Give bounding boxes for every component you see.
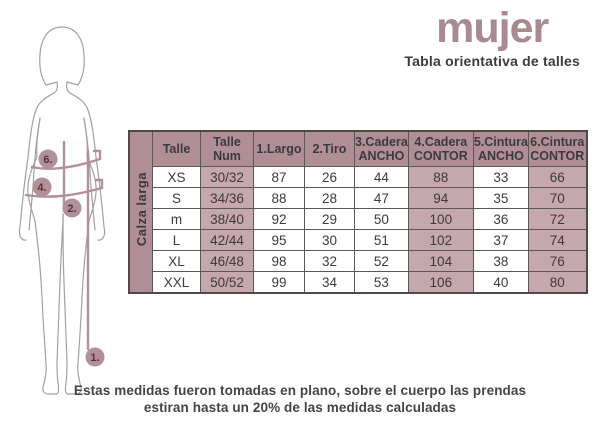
column-header-cadera-contor: [408, 131, 473, 167]
measure-marker-1: [86, 348, 105, 367]
size-table: [128, 130, 588, 294]
size-cell: 50/52: [201, 272, 254, 294]
column-header-text: ANCHO: [477, 149, 524, 163]
column-header-text: CONTOR: [530, 149, 585, 163]
size-cell: XS: [153, 167, 201, 188]
marker-label: 2.: [67, 203, 77, 215]
table-row-l: [129, 230, 587, 251]
body-silhouette-upper: [19, 27, 104, 240]
column-header-text: 3.Cadera: [355, 135, 408, 149]
column-header-text: 4.Cadera: [414, 135, 468, 149]
column-header-text: CONTOR: [413, 149, 468, 163]
size-cell: 94: [408, 188, 473, 209]
size-cell: L: [153, 230, 201, 251]
size-cell: 92: [254, 209, 305, 230]
size-cell: 30/32: [201, 167, 254, 188]
size-cell: 80: [529, 272, 587, 294]
size-cell: 33: [473, 167, 528, 188]
column-header-text: 5.Cintura: [473, 135, 528, 149]
size-cell: 102: [408, 230, 473, 251]
size-cell: 100: [408, 209, 473, 230]
size-cell: 26: [305, 167, 355, 188]
size-cell: 98: [254, 251, 305, 272]
size-cell: 66: [529, 167, 587, 188]
column-header-text: Talle: [213, 135, 241, 149]
size-cell: 46/48: [201, 251, 254, 272]
size-cell: 42/44: [201, 230, 254, 251]
page-title: mujer: [436, 4, 549, 52]
size-cell: 51: [355, 230, 409, 251]
column-header-text: ANCHO: [358, 149, 405, 163]
size-cell: 28: [305, 188, 355, 209]
size-cell: 87: [254, 167, 305, 188]
measure-marker-2: [63, 199, 82, 218]
footer-note: [0, 382, 600, 417]
column-header-text: Num: [213, 149, 241, 163]
size-cell: 36: [473, 209, 528, 230]
column-header-cadera-ancho: [355, 131, 409, 167]
size-cell: XXL: [153, 272, 201, 294]
table-header-row: [129, 131, 587, 167]
table-row-xl: [129, 251, 587, 272]
marker-label: 1.: [90, 352, 100, 364]
size-cell: 70: [529, 188, 587, 209]
column-header-text: 1.Largo: [256, 142, 302, 156]
size-cell: 72: [529, 209, 587, 230]
size-cell: 47: [355, 188, 409, 209]
column-header-cintura-ancho: [473, 131, 528, 167]
size-cell: 37: [473, 230, 528, 251]
size-cell: 30: [305, 230, 355, 251]
size-cell: 104: [408, 251, 473, 272]
size-cell: 40: [473, 272, 528, 294]
size-cell: 34: [305, 272, 355, 294]
column-header-text: 6.Cintura: [530, 135, 585, 149]
table-side-label-cell: [129, 131, 153, 293]
size-cell: 38/40: [201, 209, 254, 230]
size-cell: 74: [529, 230, 587, 251]
table-row-xs: [129, 167, 587, 188]
size-cell: 35: [473, 188, 528, 209]
column-header-tiro: [305, 131, 355, 167]
size-cell: 38: [473, 251, 528, 272]
size-cell: S: [153, 188, 201, 209]
marker-label: 4.: [37, 182, 47, 194]
column-header-largo: [254, 131, 305, 167]
column-header-cintura-contor: [529, 131, 587, 167]
measure-marker-6: [39, 150, 58, 169]
table-side-label: Calza larga: [133, 172, 149, 247]
size-cell: 76: [529, 251, 587, 272]
table-row-m: [129, 209, 587, 230]
column-header-talle: [153, 131, 201, 167]
size-cell: 95: [254, 230, 305, 251]
size-cell: XL: [153, 251, 201, 272]
size-cell: 88: [254, 188, 305, 209]
table-row-s: [129, 188, 587, 209]
table-row-xxl: [129, 272, 587, 294]
footer-note-line2: estiran hasta un 20% de las medidas calculadas: [143, 400, 457, 416]
size-cell: 53: [355, 272, 409, 294]
size-cell: m: [153, 209, 201, 230]
column-header-text: 2.Tiro: [312, 142, 347, 156]
footer-note-line1: Estas medidas fueron tomadas en plano, sobre el cuerpo las prendas: [73, 383, 527, 398]
page-subtitle: Tabla orientativa de talles: [404, 53, 580, 70]
size-cell: 50: [355, 209, 409, 230]
size-cell: 44: [355, 167, 409, 188]
size-cell: 88: [408, 167, 473, 188]
body-diagram: [0, 0, 140, 405]
marker-label: 6.: [43, 154, 53, 166]
size-cell: 99: [254, 272, 305, 294]
size-cell: 52: [355, 251, 409, 272]
size-cell: 32: [305, 251, 355, 272]
size-cell: 106: [408, 272, 473, 294]
size-cell: 29: [305, 209, 355, 230]
header: [404, 6, 580, 69]
column-header-talle-num: [201, 131, 254, 167]
size-cell: 34/36: [201, 188, 254, 209]
measure-marker-4: [33, 178, 52, 197]
column-header-text: Talle: [162, 142, 191, 156]
